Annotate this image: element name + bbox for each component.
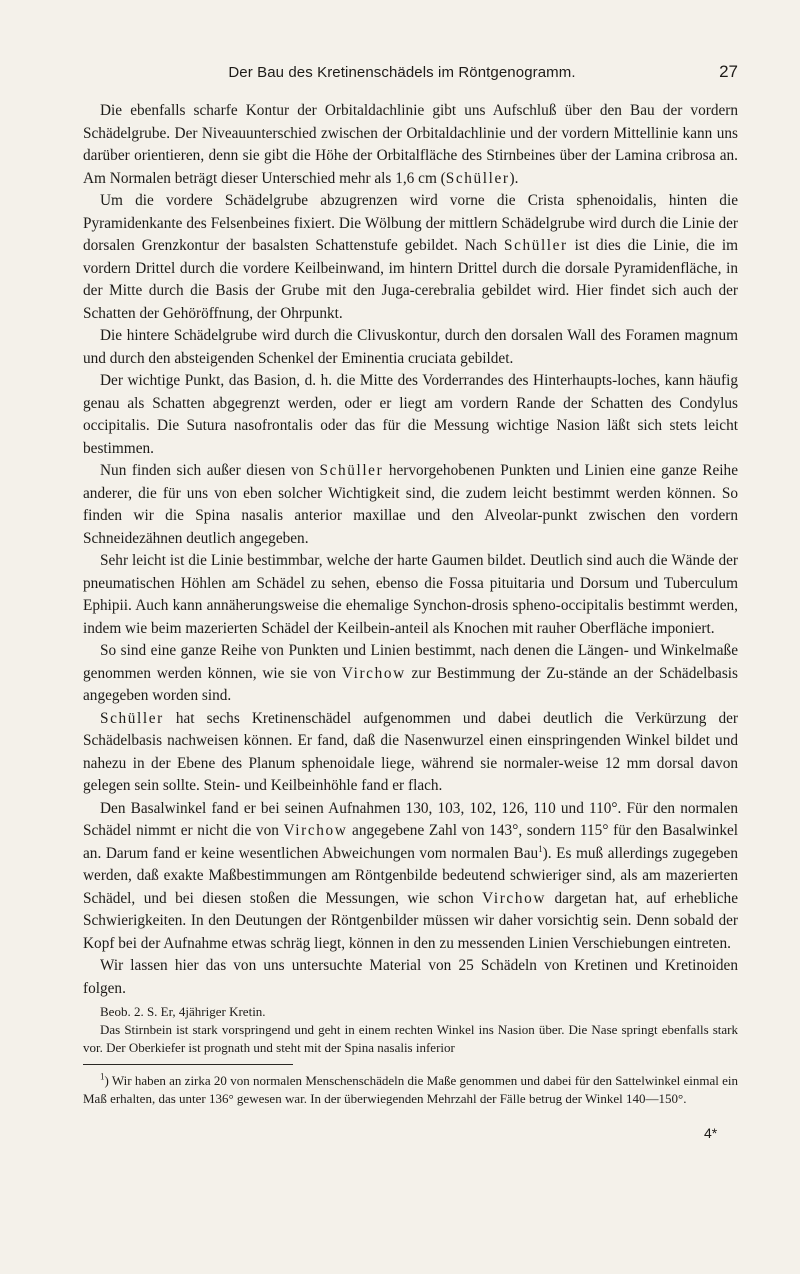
paragraph-5	[83, 460, 738, 550]
paragraph-text: Um die vordere Schädelgrube abzugrenzen wird vorne die Crista sphenoidalis, hinten die Pyramidenkante des Felsenbeines fixiert. Die Wölbung der mittlern Schädelgrube wird durch die Linie der dorsalen Grenzkontur der basalsten Schattenstufe gebildet. Nach	[83, 192, 738, 254]
author-name: Virchow	[341, 664, 406, 682]
footnote-ref: 1	[538, 843, 543, 854]
paragraph-text: ). Es muß allerdings zugegeben werden, daß exakte Maßbestimmungen am Röntgenbilde bedeutend schwieriger sind, als am mazerierten Schädel, und bei diesen stoßen die Messungen, wie schon	[83, 844, 738, 907]
paragraph-6	[83, 550, 738, 640]
paragraph-text: ).	[509, 169, 519, 187]
paragraph-text: So sind eine ganze Reihe von Punkten und Linien bestimmt, nach denen die Längen- und Winkelmaße genommen werden können, wie sie von	[83, 642, 738, 682]
paragraph-1	[83, 100, 738, 190]
paragraph-10	[83, 955, 738, 1000]
running-head	[66, 64, 738, 86]
paragraph-text: Die ebenfalls scharfe Kontur der Orbitaldachlinie gibt uns Aufschluß über den Bau der vordern Schädelgrube. Der Niveauunterschied zwischen der Orbitaldachlinie und der vordern Mittellinie kann uns darüber orientieren, denn sie gibt die Höhe der Orbitalfläche des Stirnbeines über der Lamina cribrosa an. Am Normalen beträgt dieser Unterschied mehr als 1,6 cm (	[83, 102, 738, 187]
paragraph-8	[83, 708, 738, 798]
paragraph-text: Die hintere Schädelgrube wird durch die Clivuskontur, durch den dorsalen Wall des Foramen magnum und durch den absteigenden Schenkel der Eminentia cruciata gebildet.	[83, 327, 738, 367]
paragraph-text: Den Basalwinkel fand er bei seinen Aufnahmen 130, 103, 102, 126, 110 und 110°. Für den normalen Schädel nimmt er nicht die von	[83, 799, 738, 839]
author-name: Schüller	[503, 237, 568, 254]
footnote-text: ) Wir haben an zirka 20 von normalen Menschenschädeln die Maße genommen und dabei für den Sattelwinkel einmal ein Maß erhalten, das unter 136° gewesen war. In der überwiegenden Mehrzahl der Fälle betrug der Winkel 140—150°.	[83, 1073, 738, 1106]
author-name: Virchow	[482, 889, 546, 907]
running-title: Der Bau des Kretinenschädels im Röntgenogramm.	[228, 64, 576, 81]
author-name: Virchow	[283, 822, 348, 839]
footnote-divider	[83, 1064, 293, 1065]
paragraph-text: zur Bestimmung der Zu-stände an der Schädelbasis angegeben worden sind.	[83, 664, 738, 704]
paragraph-7	[83, 640, 738, 708]
body-text	[83, 100, 738, 1000]
case-text: Das Stirnbein ist stark vorspringend und geht in einem rechten Winkel ins Nasion über. Die Nase springt ebenfalls stark vor. Der Oberkiefer ist prognath und steht mit der Spina nasalis inferior	[83, 1022, 738, 1055]
footnote-marker: 1	[100, 1071, 105, 1082]
paragraph-text: Wir lassen hier das von uns untersuchte Material von 25 Schädeln von Kretinen und Kretinoiden folgen.	[83, 957, 738, 997]
paragraph-text: Sehr leicht ist die Linie bestimmbar, welche der harte Gaumen bildet. Deutlich sind auch die Wände der pneumatischen Höhlen am Schädel zu sehen, ebenso die Fossa pituitaria und Dorsum und Tuberculum Ephipii. Auch kann annäherungsweise die ehemalige Synchon-drosis spheno-occipitalis bestimmt werden, indem wie beim mazerierten Schädel der Keilbein-anteil als Knochen mit rauher Oberfläche imponiert.	[83, 552, 738, 637]
paragraph-2	[83, 190, 738, 325]
paragraph-9	[83, 798, 738, 956]
paragraph-text: dargetan hat, auf erhebliche Schwierigkeiten. In den Deutungen der Röntgenbilder müssen wir daher vorsichtig sein. Denn sobald der Kopf bei der Aufnahme etwas schräg liegt, können in den zu messenden Linien Verschiebungen eintreten.	[83, 889, 738, 952]
paragraph-text: hervorgehobenen Punkten und Linien eine ganze Reihe anderer, die für uns von eben solcher Wichtigkeit sind, die zudem leicht bestimmt werden können. So finden wir die Spina nasalis anterior maxillae und den Alveolar-punkt zwischen den vordern Schneidezähnen deutlich angegeben.	[83, 462, 738, 547]
paragraph-4	[83, 370, 738, 460]
case-report	[83, 1003, 738, 1057]
paragraph-3	[83, 325, 738, 370]
footnote	[83, 1072, 738, 1108]
paragraph-text: Nun finden sich außer diesen von	[100, 462, 320, 479]
paragraph-text: ist dies die Linie, die im vordern Drittel durch die vordere Keilbeinwand, im hintern Drittel durch die dorsale Pyramidenfläche, in der Mitte durch die Basis der Grube mit den Juga-cerebralia gebildet wird. Hier findet sich auch der Schatten der Gehöröffnung, der Ohrpunkt.	[83, 237, 739, 322]
paragraph-text: angegebene Zahl von 143°, sondern 115° für den Basalwinkel an. Darum fand er keine wesentlichen Abweichungen vom normalen Bau	[83, 822, 739, 862]
case-heading: Beob. 2. S. Er, 4jähriger Kretin.	[100, 1004, 266, 1019]
paragraph-text: Der wichtige Punkt, das Basion, d. h. die Mitte des Vorderrandes des Hinterhaupts-loches, kann häufig genau als Schatten abgegrenzt werden, oder er liegt am vordern Rande der Schatten des Condylus occipitalis. Die Sutura nasofrontalis oder das für die Messung wichtige Nasion läßt sich stets leicht bestimmen.	[83, 372, 738, 457]
author-name: Schüller	[445, 169, 510, 187]
signature-mark: 4*	[704, 1125, 718, 1141]
author-name: Schüller	[100, 709, 164, 727]
page-number: 27	[719, 62, 738, 81]
author-name: Schüller	[319, 462, 384, 479]
paragraph-text: hat sechs Kretinenschädel aufgenommen und dabei deutlich die Verkürzung der Schädelbasis nachweisen können. Er fand, daß die Nasenwurzel einen einspringenden Winkel bildet und nahezu in der Ebene des Planum sphenoidale liege, während sie normaler-weise 12 mm dorsal davon gelegen sein sollte. Stein- und Keilbeinhöhle fand er flach.	[83, 709, 738, 794]
